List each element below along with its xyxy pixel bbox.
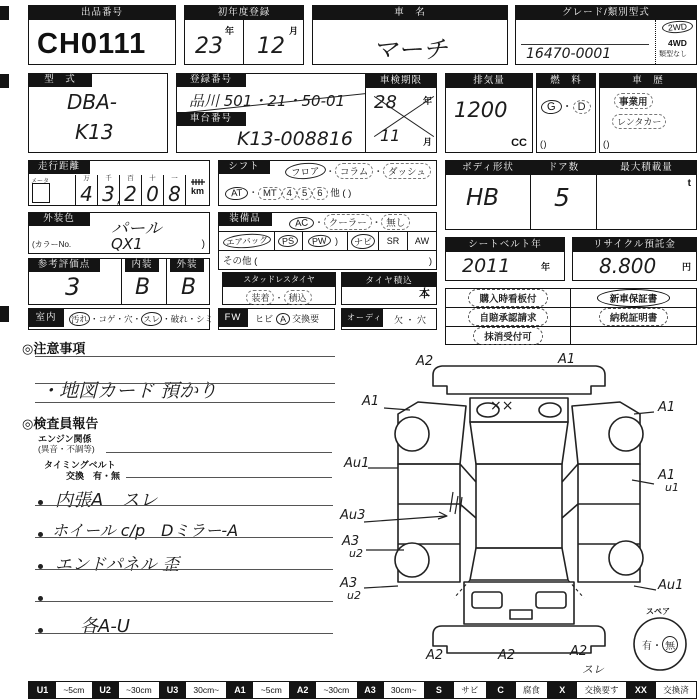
annotation-line1: A1 <box>658 468 676 483</box>
studless-fitted-option: 装着 <box>246 290 274 305</box>
equipment-ac-option: AC <box>289 216 315 231</box>
seatbelt-year-unit: 年 <box>540 262 550 272</box>
exterior-label: 外装 <box>170 258 204 272</box>
digit-header: 一 <box>171 175 178 182</box>
shift-other: 他 ( ) <box>330 188 352 199</box>
inspector-item-1: 内張A スレ <box>55 490 158 511</box>
tire-load-label: タイヤ積込 <box>342 273 436 287</box>
color-no-label: (カラーNo. <box>32 240 72 249</box>
report-line <box>35 601 333 602</box>
inspection-month-unit: 月 <box>422 137 432 147</box>
inspection-month: 11 <box>380 126 401 145</box>
model-code-label: 型 式 <box>28 73 92 87</box>
drive-2wd-option: 2WD <box>662 20 694 34</box>
fuel-label: 燃 料 <box>537 74 595 88</box>
inspection-expiry-box <box>365 73 437 153</box>
displacement-label: 排気量 <box>446 74 532 88</box>
damage-code-legend <box>28 681 697 699</box>
fw-box <box>218 308 335 330</box>
seatbelt-year-box <box>445 237 565 281</box>
divider <box>121 259 122 304</box>
annotation-windshield-xx: ×× <box>490 398 514 414</box>
recycle-fee-value: 8.800 <box>599 254 657 278</box>
history-rental-option: レンタカー <box>612 114 666 129</box>
mileage-digit: 8 <box>168 182 181 206</box>
equipment-other-close: ) <box>428 256 432 267</box>
hand-line <box>521 44 649 45</box>
legend-value: ~30cm <box>323 685 350 695</box>
chassis-number-label: 車台番号 <box>176 112 246 126</box>
displacement-value: 1200 <box>454 98 508 122</box>
legend-value: 30cm~ <box>193 685 220 695</box>
annotation-line1: A3 <box>342 534 360 549</box>
divider <box>655 20 656 64</box>
legend-key: A2 <box>289 682 316 698</box>
car-name-box <box>312 5 508 65</box>
spare-no-option: 無 <box>661 635 678 653</box>
legend-key: A3 <box>357 682 384 698</box>
annotation-front-fender-left: A1 <box>362 394 380 409</box>
equipment-label: 装備品 <box>218 212 272 226</box>
displacement-unit: CC <box>511 137 527 149</box>
tire-load-box <box>341 272 437 305</box>
history-business-option: 事業用 <box>614 93 653 109</box>
legend-key: U1 <box>29 682 56 698</box>
separator: ・ <box>248 188 258 199</box>
inspection-year: 28 <box>374 92 397 113</box>
month-unit: 月 <box>289 26 299 36</box>
room-scratch-option: スレ <box>141 311 163 326</box>
legend-value: ~5cm <box>260 685 282 695</box>
shift-floor-option: フロア <box>284 162 326 181</box>
liability-approval-option: 自賠承認請求 <box>468 308 547 326</box>
tire-load-unit: 本 <box>419 288 430 300</box>
audio-label: オーディオ <box>341 308 383 327</box>
fw-crack-option: ヒビ <box>255 314 274 324</box>
registration-number-label: 登録番号 <box>176 73 246 87</box>
exterior-color-value: パール <box>111 219 162 239</box>
report-line <box>35 537 333 538</box>
annotation-door-right <box>658 470 679 494</box>
room-label: 室内 <box>28 308 64 327</box>
color-no-close: ) <box>201 239 205 250</box>
report-line <box>35 569 333 570</box>
shift-dash-option: ダッシュ <box>383 163 431 179</box>
engine-label-line2: (異音・不調等) <box>38 444 95 454</box>
year-unit: 年 <box>225 26 235 36</box>
seatbelt-year-label: シートベルト年 <box>446 238 564 252</box>
spare-yes-option: 有 <box>642 641 652 652</box>
engine-label-line1: エンジン関係 <box>38 434 92 444</box>
inspection-expiry-label: 車検期限 <box>366 74 436 88</box>
legend-value: ~5cm <box>63 685 85 695</box>
separator: ・ <box>325 167 336 178</box>
legend-value: 交換要す <box>584 685 619 695</box>
displacement-box <box>445 73 533 153</box>
legend-key: S <box>424 682 454 698</box>
rating-value: 3 <box>65 273 81 301</box>
separator: ・ <box>371 218 382 229</box>
equipment-ps-option: PS <box>278 234 299 247</box>
inspector-item-3: エンドパネル 歪 <box>55 555 180 575</box>
thousands-comma: , <box>117 191 122 207</box>
separator: ・ <box>115 314 125 324</box>
annotation-rear-bumper-scratch: スレ <box>582 663 604 676</box>
grade-box <box>515 5 697 65</box>
room-tear-option: 破れ <box>170 314 188 324</box>
separator: ・ <box>561 101 573 113</box>
mileage-box <box>28 160 210 206</box>
separator: ・ <box>162 314 171 324</box>
belt-label-line2: 交換 有・無 <box>66 471 121 481</box>
inspector-item-2: ホイール c/p Dミラー-A <box>52 521 239 540</box>
car-name-label: 車 名 <box>313 6 507 20</box>
exterior-color-label: 外装色 <box>28 212 90 226</box>
engine-write-line <box>106 452 332 453</box>
room-dirt-option: 汚れ <box>69 311 91 326</box>
car-outline-drawing <box>338 352 700 680</box>
room-burn-option: コゲ <box>98 314 116 324</box>
payload-unit: t <box>687 178 691 189</box>
fuel-gasoline-option: G <box>541 99 562 114</box>
model-code-line2: K13 <box>75 120 114 144</box>
exterior-color-box <box>28 212 210 254</box>
mileage-label: 走行距離 <box>28 160 90 174</box>
divider <box>243 20 244 64</box>
fw-replace-option: 交換要 <box>292 314 320 324</box>
digit-header: 万 <box>83 175 90 182</box>
doors-value: 5 <box>554 183 570 212</box>
equipment-box <box>218 212 437 270</box>
separator: ・ <box>187 314 197 324</box>
room-box <box>28 308 214 330</box>
history-paren: ( ) <box>603 139 609 149</box>
car-name-value: マーチ <box>372 35 448 64</box>
legend-value: 交換済 <box>663 685 689 695</box>
separator: ・ <box>652 641 662 652</box>
equipment-sr-option: SR <box>379 232 408 250</box>
fuel-paren: ( ) <box>540 139 546 149</box>
edge-mark <box>0 74 9 88</box>
separator: ・ <box>314 218 324 229</box>
equipment-none-option: 無し <box>381 214 410 230</box>
first-registration-box <box>184 5 304 65</box>
rating-label: 参考評価点 <box>28 258 100 272</box>
note-line <box>35 383 335 384</box>
inspector-item-5: 各A-U <box>80 616 130 637</box>
audio-items: 欠 ・ 穴 <box>394 315 427 325</box>
mileage-digit: 4 <box>80 182 93 206</box>
room-stain-option: シミ <box>196 314 214 324</box>
inspection-year-unit: 年 <box>422 96 432 106</box>
exterior-value: B <box>181 275 197 300</box>
notes-entry: ・地図カード 預かり <box>40 380 218 402</box>
shift-6-option: 6 <box>312 187 327 200</box>
lot-number-label: 出品番号 <box>29 6 175 20</box>
note-line <box>35 356 335 357</box>
annotation-rear-quarter-right: Au1 <box>658 578 684 593</box>
annotation-door-left: Au1 <box>344 456 370 471</box>
lot-number-value: CH0111 <box>37 28 147 60</box>
studless-label: スタッドレスタイヤ <box>223 273 335 287</box>
annotation-front-bumper-right: A1 <box>558 352 576 367</box>
edge-mark <box>0 306 9 322</box>
doors-label: ドア数 <box>531 161 596 175</box>
report-line <box>35 633 333 634</box>
lot-number-box <box>28 5 176 65</box>
shift-column-option: コラム <box>335 163 373 179</box>
payload-label: 最大積載量 <box>597 161 696 175</box>
shift-mt-option: MT <box>258 187 282 200</box>
mileage-digit: 2 <box>124 182 137 206</box>
body-doors-payload-box <box>445 160 697 230</box>
body-shape-value: HB <box>466 185 500 211</box>
digit-header: 十 <box>149 175 156 182</box>
equipment-paren: ) <box>335 236 338 246</box>
annotation-front-bumper-left: A2 <box>416 354 434 369</box>
seatbelt-year-value: 2011 <box>462 255 511 277</box>
annotation-rear-bumper-2: A2 <box>498 648 516 663</box>
rating-box <box>28 258 210 305</box>
recycle-fee-box <box>572 237 697 281</box>
documents-box <box>445 288 697 345</box>
tally-mark-icon <box>190 178 206 186</box>
audio-box <box>341 308 437 330</box>
first-reg-year: 23 <box>195 34 223 59</box>
annotation-front-fender-right: A1 <box>658 400 676 415</box>
grade-label: グレード/類別型式 <box>516 6 696 20</box>
deregistration-option: 抹消受付可 <box>473 327 543 345</box>
legend-key: C <box>486 682 516 698</box>
history-label: 車 歴 <box>600 74 696 88</box>
separator: ・ <box>90 314 99 324</box>
equipment-aw-option: AW <box>414 236 430 246</box>
drive-4wd-option: 4WD <box>668 38 687 48</box>
legend-key: U2 <box>92 682 119 698</box>
edge-mark <box>0 6 9 20</box>
spare-tire-options <box>642 636 678 653</box>
body-shape-label: ボディ形状 <box>446 161 530 175</box>
legend-value: ~30cm <box>125 685 152 695</box>
first-registration-label: 初年度登録 <box>185 6 303 20</box>
annotation-rear-quarter-left <box>340 578 361 602</box>
annotation-line2: u2 <box>347 589 361 602</box>
spare-tire-label: スペア <box>646 607 670 616</box>
model-code-box <box>28 73 168 153</box>
new-car-warranty-option: 新車保証書 <box>597 289 671 307</box>
registration-number-value: 品川 501・21・50-01 <box>189 92 346 110</box>
digit-header: 百 <box>127 175 134 182</box>
model-code-line1: DBA- <box>67 90 118 114</box>
first-reg-month: 12 <box>257 34 285 59</box>
studless-loaded-option: 積込 <box>284 290 312 305</box>
interior-label: 内装 <box>125 258 159 272</box>
equipment-pw-option: PW <box>307 234 330 248</box>
mileage-unit: km <box>190 186 204 196</box>
fw-label: FW <box>218 308 248 327</box>
legend-key: U3 <box>159 682 186 698</box>
legend-key: A1 <box>226 682 253 698</box>
digit-header: 千 <box>105 175 112 182</box>
annotation-rear-bumper-3: A2 <box>570 644 588 659</box>
interior-value: B <box>135 275 151 300</box>
shift-label: シフト <box>218 160 270 174</box>
recycle-fee-label: リサイクル預託金 <box>573 238 696 252</box>
mileage-digit: 0 <box>146 182 159 206</box>
legend-key: X <box>547 682 577 698</box>
separator: ・ <box>373 167 383 178</box>
note-line <box>35 402 335 403</box>
report-line <box>35 505 333 506</box>
signboard-option: 購入時看板付 <box>468 289 547 307</box>
tax-certificate-option: 納税証明書 <box>599 308 669 326</box>
grade-code: 16470-0001 <box>526 46 612 62</box>
legend-value: 30cm~ <box>390 685 417 695</box>
notes-heading: ◎注意事項 <box>22 341 86 356</box>
belt-write-line <box>126 477 332 478</box>
equipment-navi-option: ナビ <box>350 233 375 250</box>
shift-at-option: AT <box>225 186 249 201</box>
mileage-digit: 3 <box>102 182 115 206</box>
legend-value: サビ <box>461 685 479 695</box>
annotation-line1: A3 <box>340 576 358 591</box>
legend-key: XX <box>626 682 656 698</box>
meter-label: メータ <box>31 179 50 185</box>
annotation-line2: u1 <box>665 481 679 494</box>
annotation-rear-door-left: Au3 <box>340 508 366 523</box>
chassis-number-value: K13-008816 <box>237 128 354 150</box>
divider <box>166 259 167 304</box>
annotation-line2: u2 <box>349 547 363 560</box>
empty-cell <box>571 327 696 345</box>
damage-diagram <box>338 352 700 680</box>
room-hole-option: 穴 <box>124 314 133 324</box>
shift-4-option: 4 <box>282 187 297 200</box>
shift-5-option: 5 <box>297 187 312 200</box>
fuel-diesel-option: D <box>573 100 591 114</box>
fw-a-option: A <box>275 313 290 326</box>
studless-box <box>222 272 336 305</box>
history-box <box>599 73 697 153</box>
separator: ・ <box>132 314 142 324</box>
annotation-rear-wheel-left <box>342 536 363 560</box>
shift-box <box>218 160 437 206</box>
inspector-heading: ◎検査員報告 <box>22 416 99 431</box>
annotation-rear-bumper-1: A2 <box>426 648 444 663</box>
separator: ・ <box>274 293 284 303</box>
no-type-option: 類型なし <box>659 51 687 58</box>
belt-label-line1: タイミングベルト <box>44 460 116 470</box>
equipment-cooler-option: クーラー <box>324 214 372 230</box>
equipment-airbag-option: エアバッグ <box>222 232 271 249</box>
fuel-box <box>536 73 596 153</box>
legend-value: 腐食 <box>522 685 540 695</box>
meter-checkbox <box>32 183 50 203</box>
equipment-other-label: その他 ( <box>223 256 258 267</box>
recycle-fee-unit: 円 <box>681 262 691 272</box>
color-no-value: QX1 <box>111 235 143 253</box>
